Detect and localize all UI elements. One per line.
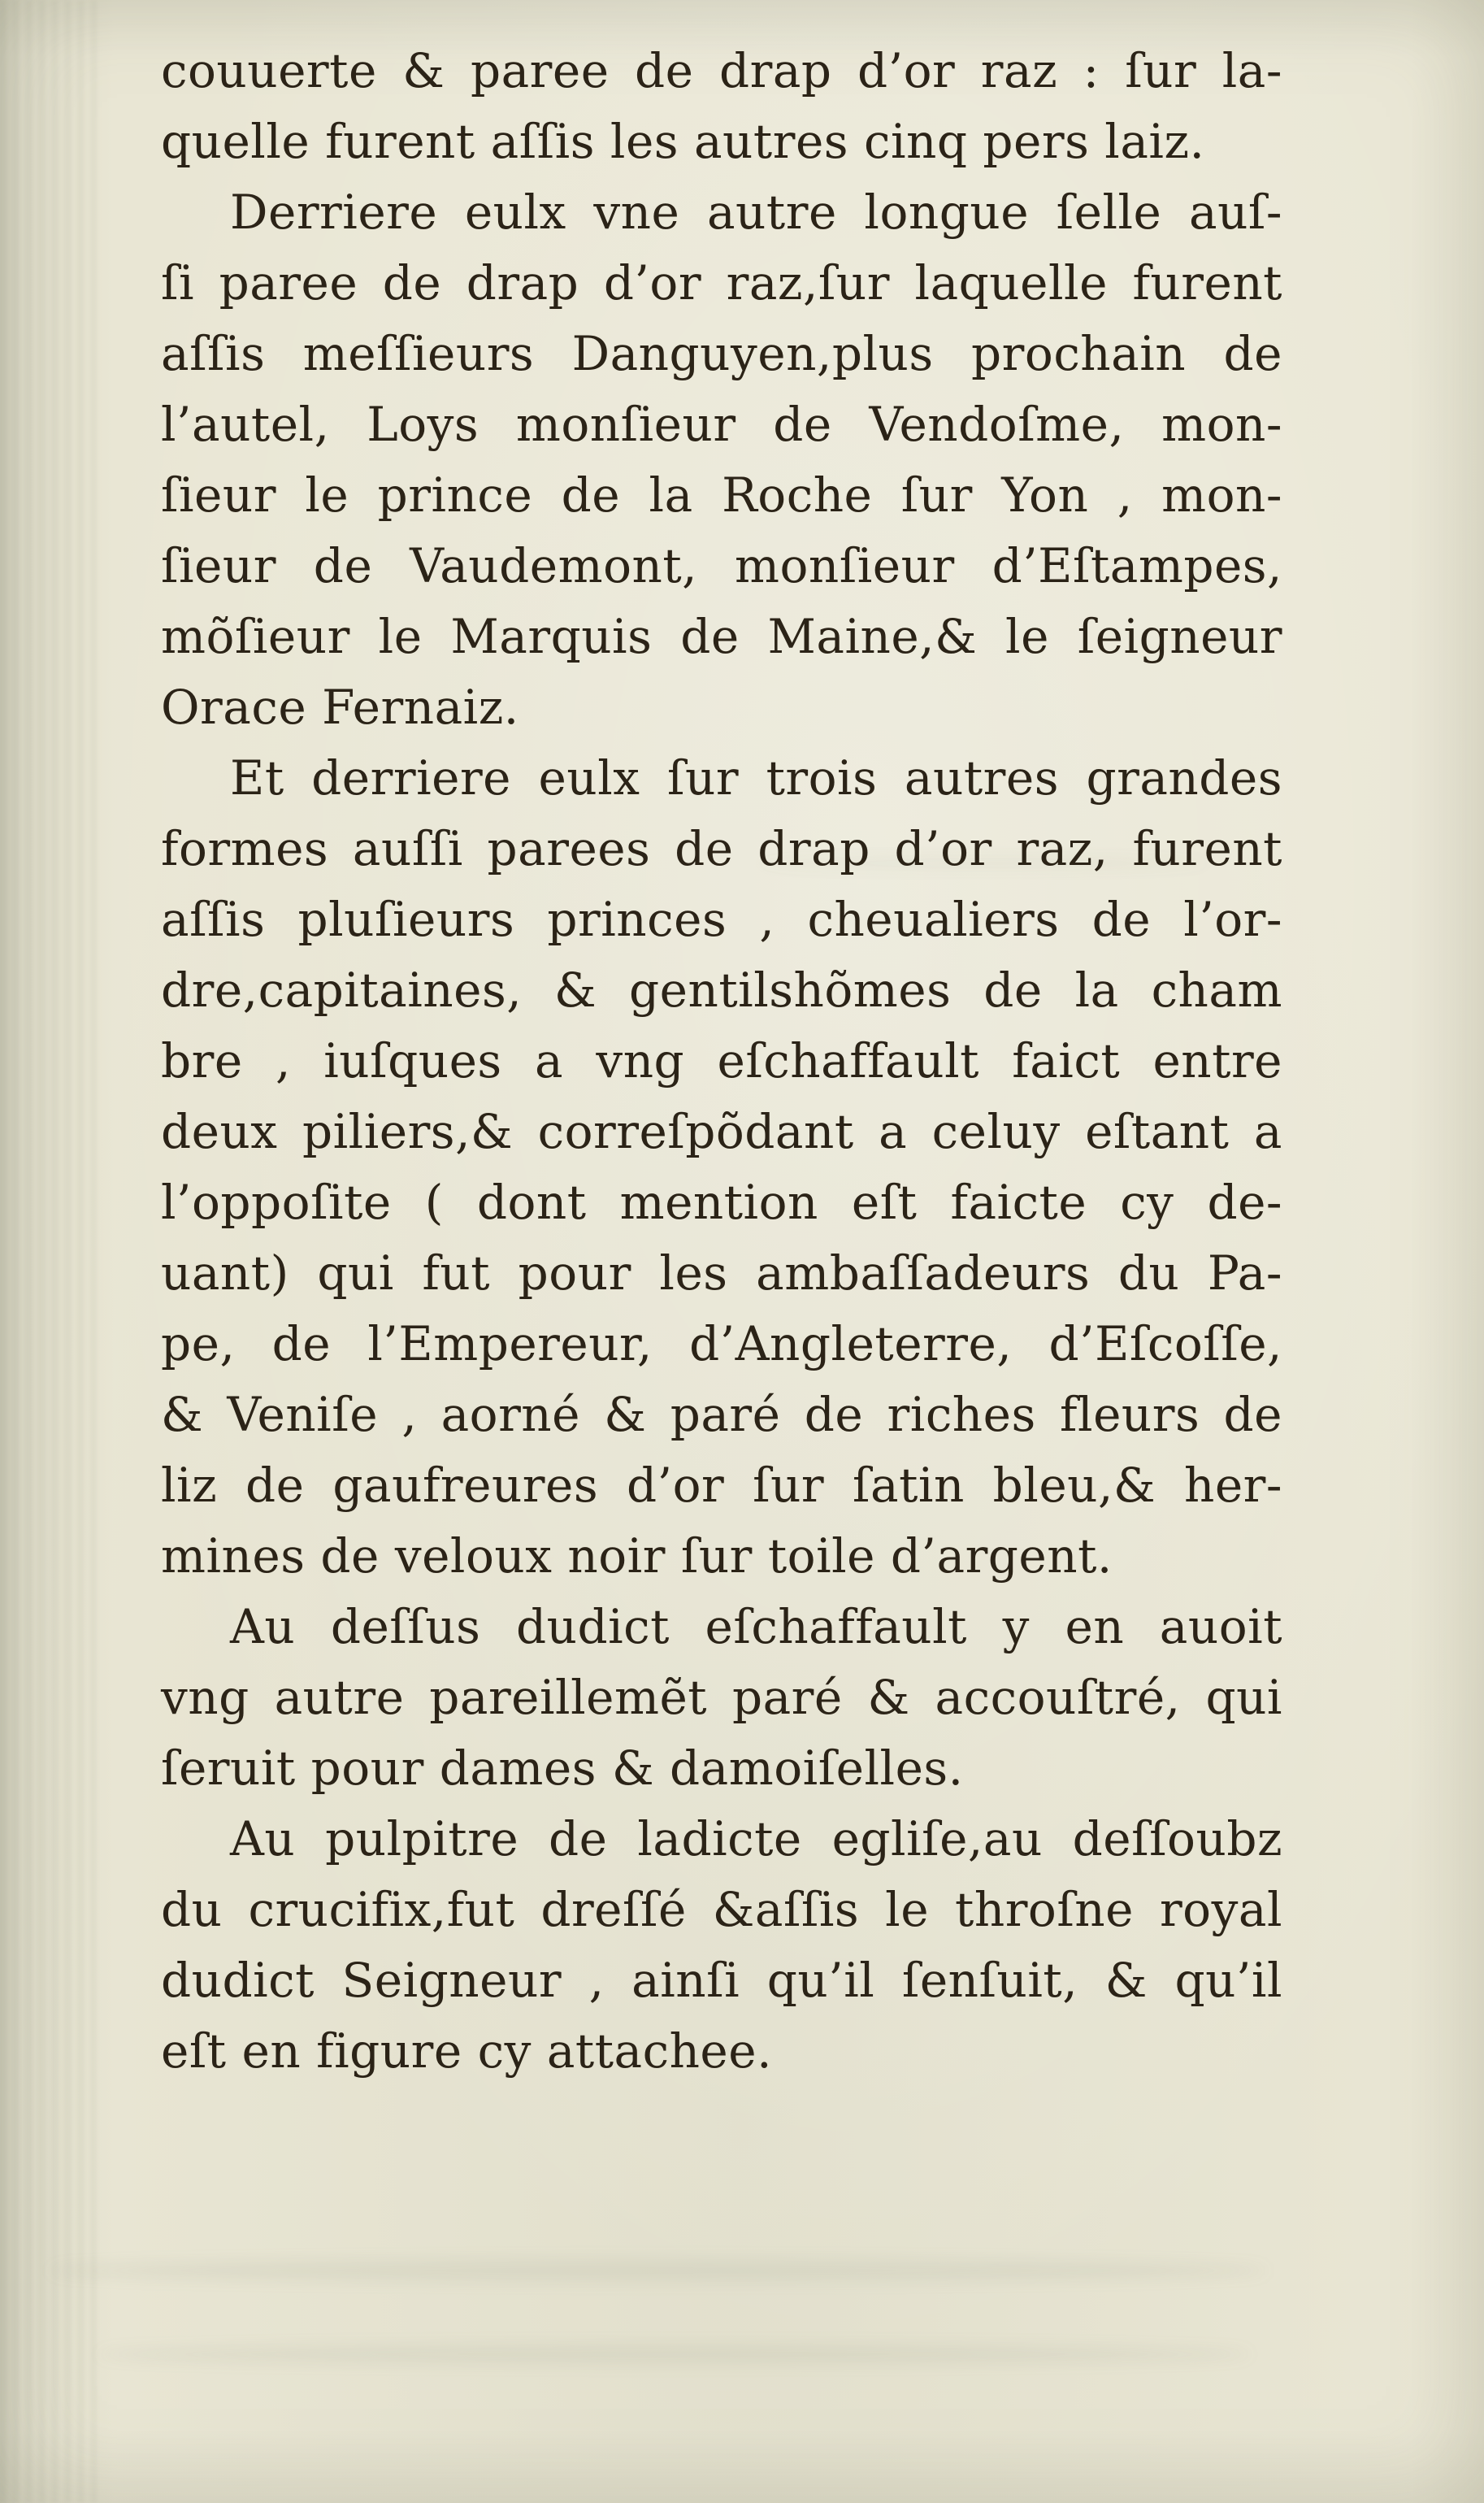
text-line: ſieur de Vaudemont, monſieur d’Eſtampes, bbox=[161, 538, 1282, 593]
paragraph bbox=[161, 1804, 1282, 2087]
text-line: aſſis meſſieurs Danguyen,plus prochain de bbox=[161, 326, 1282, 381]
text-line: formes auſſi parees de drap d’or raz, furent bbox=[161, 821, 1282, 876]
gutter-shade bbox=[0, 0, 98, 2503]
paragraph bbox=[161, 36, 1282, 177]
text-line: mines de veloux noir ſur toile d’argent. bbox=[161, 1528, 1113, 1584]
text-line: aſſis pluſieurs princes , cheualiers de l’or- bbox=[161, 892, 1282, 947]
text-line: deux piliers,& correſpõdant a celuy eſtant a bbox=[161, 1104, 1282, 1159]
text-line: & Veniſe , aorné & paré de riches fleurs de bbox=[161, 1387, 1282, 1442]
text-line: liz de gaufreures d’or ſur ſatin bleu,& her- bbox=[161, 1458, 1282, 1513]
text-line: Au deſſus dudict eſchaffault y en auoit bbox=[230, 1599, 1282, 1654]
text-line: pe, de l’Empereur, d’Angleterre, d’Eſcoſſe, bbox=[161, 1316, 1282, 1371]
text-line: couuerte & paree de drap d’or raz : ſur la- bbox=[161, 43, 1282, 98]
text-line: Et derriere eulx ſur trois autres grandes bbox=[230, 750, 1282, 806]
text-line: ſeruit pour dames & damoiſelles. bbox=[161, 1740, 964, 1796]
text-line: dudict Seigneur , ainſi qu’il ſenſuit, & qu’il bbox=[161, 1953, 1282, 2008]
text-line: Au pulpitre de ladicte egliſe,au deſſoubz bbox=[230, 1811, 1282, 1866]
text-line: eſt en figure cy attachee. bbox=[161, 2023, 773, 2079]
paragraph bbox=[161, 1592, 1282, 1804]
text-line: Orace Fernaiz. bbox=[161, 680, 519, 735]
text-line: uant) qui fut pour les ambaſſadeurs du Pa- bbox=[161, 1245, 1282, 1301]
text-line: ſieur le prince de la Roche ſur Yon , mon- bbox=[161, 467, 1282, 523]
text-line: dre,capitaines, & gentilshõmes de la cham bbox=[161, 963, 1282, 1018]
paragraph bbox=[161, 743, 1282, 1592]
text-line: Derriere eulx vne autre longue ſelle auſ- bbox=[230, 185, 1282, 240]
text-line: bre , iuſques a vng eſchaffault faict entre bbox=[161, 1033, 1282, 1089]
paragraph bbox=[161, 177, 1282, 743]
text-block bbox=[161, 36, 1282, 2087]
text-line: ſi paree de drap d’or raz,ſur laquelle furent bbox=[161, 255, 1282, 311]
show-through-smudge bbox=[98, 2345, 1252, 2363]
text-line: du crucifix,fut dreſſé &aſſis le throſne royal bbox=[161, 1882, 1282, 1937]
text-line: quelle furent aſſis les autres cinq pers laiz. bbox=[161, 114, 1205, 169]
text-line: l’autel, Loys monſieur de Vendoſme, mon- bbox=[161, 397, 1282, 452]
show-through-smudge bbox=[49, 2260, 1268, 2281]
text-line: l’oppoſite ( dont mention eſt faicte cy de- bbox=[161, 1175, 1282, 1230]
text-line: vng autre pareillemẽt paré & accouſtré, qui bbox=[161, 1670, 1282, 1725]
text-line: mõſieur le Marquis de Maine,& le ſeigneur bbox=[161, 609, 1282, 664]
